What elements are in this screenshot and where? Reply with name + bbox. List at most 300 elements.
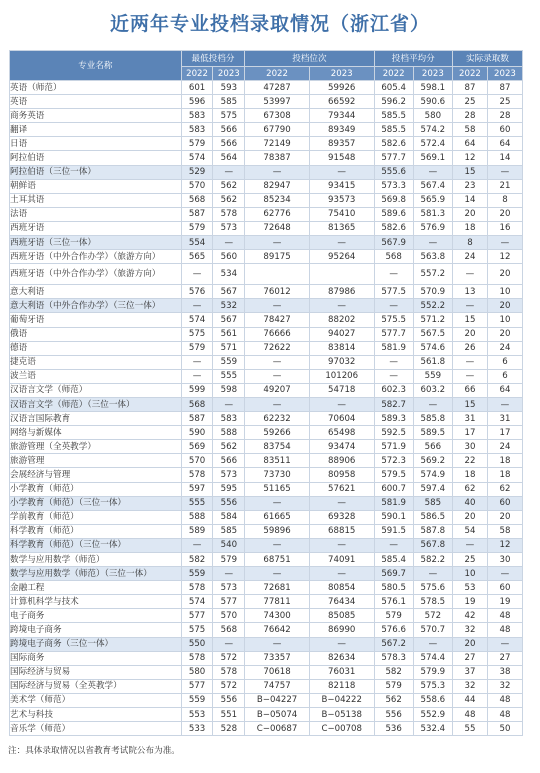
value-cell: 20: [487, 510, 522, 524]
value-cell: 559: [181, 567, 213, 581]
table-row: [10, 708, 523, 722]
header-year: 2023: [487, 67, 522, 81]
value-cell: 31: [452, 412, 487, 426]
value-cell: 570: [181, 179, 213, 193]
value-cell: 573.3: [374, 179, 413, 193]
value-cell: B−05074: [245, 708, 310, 722]
value-cell: 577.7: [374, 327, 413, 341]
table-row: [10, 496, 523, 510]
value-cell: 37: [452, 665, 487, 679]
value-cell: 566: [213, 123, 245, 137]
value-cell: B−05138: [309, 708, 374, 722]
value-cell: 584: [213, 510, 245, 524]
major-name-cell: 旅游管理（全英教学）: [10, 440, 182, 454]
value-cell: —: [452, 369, 487, 383]
value-cell: —: [452, 355, 487, 369]
table-row: [10, 313, 523, 327]
table-row: [10, 123, 523, 137]
value-cell: 596.2: [374, 95, 413, 109]
value-cell: 576.1: [374, 595, 413, 609]
value-cell: —: [213, 236, 245, 250]
value-cell: 589.6: [374, 207, 413, 221]
value-cell: 597: [181, 482, 213, 496]
value-cell: 562: [213, 179, 245, 193]
value-cell: 59266: [245, 426, 310, 440]
value-cell: 20: [487, 327, 522, 341]
table-row: [10, 637, 523, 651]
value-cell: 585.5: [374, 123, 413, 137]
value-cell: 48: [487, 708, 522, 722]
value-cell: 85085: [309, 609, 374, 623]
value-cell: 577.5: [374, 285, 413, 299]
value-cell: 25: [452, 553, 487, 567]
value-cell: —: [309, 236, 374, 250]
value-cell: 559: [213, 355, 245, 369]
value-cell: —: [452, 538, 487, 552]
value-cell: 533: [181, 722, 213, 736]
value-cell: 570: [181, 454, 213, 468]
value-cell: 574: [181, 313, 213, 327]
value-cell: 10: [487, 313, 522, 327]
value-cell: —: [213, 567, 245, 581]
value-cell: 73357: [245, 651, 310, 665]
value-cell: 85234: [245, 193, 310, 207]
value-cell: 78387: [245, 151, 310, 165]
value-cell: 25: [487, 95, 522, 109]
value-cell: 17: [452, 426, 487, 440]
value-cell: 565.9: [413, 193, 452, 207]
value-cell: 72681: [245, 581, 310, 595]
value-cell: 600.7: [374, 482, 413, 496]
major-name-cell: 跨境电子商务（三位一体）: [10, 637, 182, 651]
value-cell: 48: [487, 693, 522, 707]
value-cell: 571.2: [413, 313, 452, 327]
value-cell: 599: [181, 383, 213, 397]
major-name-cell: 汉语言文学（师范）: [10, 383, 182, 397]
value-cell: 60: [487, 581, 522, 595]
value-cell: 570.9: [413, 285, 452, 299]
page-title: 近两年专业投档录取情况（浙江省）: [109, 13, 430, 35]
value-cell: —: [309, 567, 374, 581]
value-cell: 66: [452, 383, 487, 397]
value-cell: 551: [213, 708, 245, 722]
table-row: [10, 383, 523, 397]
value-cell: 573: [213, 221, 245, 235]
value-cell: 555.6: [374, 165, 413, 179]
value-cell: 48: [452, 708, 487, 722]
value-cell: 64: [452, 137, 487, 151]
value-cell: 579: [374, 609, 413, 623]
major-name-cell: 金融工程: [10, 581, 182, 595]
value-cell: 568: [374, 250, 413, 264]
major-name-cell: 日语: [10, 137, 182, 151]
value-cell: 76434: [309, 595, 374, 609]
value-cell: 581.9: [374, 496, 413, 510]
table-row: [10, 165, 523, 179]
value-cell: 562: [213, 193, 245, 207]
table-row: [10, 595, 523, 609]
value-cell: 574.4: [413, 651, 452, 665]
value-cell: 77811: [245, 595, 310, 609]
major-name-cell: 英语: [10, 95, 182, 109]
value-cell: 582.6: [374, 221, 413, 235]
major-name-cell: 翻译: [10, 123, 182, 137]
value-cell: 572: [213, 679, 245, 693]
value-cell: 552.9: [413, 708, 452, 722]
value-cell: 57621: [309, 482, 374, 496]
major-name-cell: 阿拉伯语（三位一体）: [10, 165, 182, 179]
value-cell: 534: [213, 264, 245, 285]
value-cell: 54: [452, 524, 487, 538]
value-cell: 13: [452, 285, 487, 299]
value-cell: B−04227: [245, 693, 310, 707]
value-cell: 585.5: [374, 109, 413, 123]
value-cell: 50: [487, 722, 522, 736]
value-cell: 82634: [309, 651, 374, 665]
value-cell: —: [413, 397, 452, 411]
value-cell: 557.2: [413, 264, 452, 285]
value-cell: 570.7: [413, 623, 452, 637]
value-cell: 574: [181, 151, 213, 165]
value-cell: 94027: [309, 327, 374, 341]
value-cell: 10: [487, 285, 522, 299]
header-major: 专业名称: [10, 51, 182, 81]
value-cell: 67790: [245, 123, 310, 137]
major-name-cell: 国际商务: [10, 651, 182, 665]
value-cell: 14: [452, 193, 487, 207]
value-cell: 59896: [245, 524, 310, 538]
value-cell: 578: [181, 651, 213, 665]
value-cell: 82947: [245, 179, 310, 193]
value-cell: —: [374, 299, 413, 313]
major-name-cell: 学前教育（师范）: [10, 510, 182, 524]
header-year: 2022: [452, 67, 487, 81]
value-cell: 593: [213, 81, 245, 95]
value-cell: 60: [487, 496, 522, 510]
table-row: [10, 567, 523, 581]
value-cell: —: [181, 538, 213, 552]
table-row: [10, 236, 523, 250]
value-cell: 55: [452, 722, 487, 736]
value-cell: 580: [413, 109, 452, 123]
value-cell: 555: [181, 496, 213, 510]
value-cell: 27: [452, 651, 487, 665]
major-name-cell: 国际经济与贸易: [10, 665, 182, 679]
value-cell: 24: [452, 250, 487, 264]
value-cell: —: [309, 165, 374, 179]
value-cell: 579.5: [374, 468, 413, 482]
value-cell: 91548: [309, 151, 374, 165]
value-cell: 567: [213, 313, 245, 327]
value-cell: 80958: [309, 468, 374, 482]
value-cell: 69328: [309, 510, 374, 524]
value-cell: 21: [487, 179, 522, 193]
footnote: 注：具体录取情况以省教育考试院公布为准。: [8, 746, 180, 756]
value-cell: 30: [487, 553, 522, 567]
value-cell: 72622: [245, 341, 310, 355]
value-cell: 585.4: [374, 553, 413, 567]
major-name-cell: 艺术与科技: [10, 708, 182, 722]
table-row: [10, 581, 523, 595]
table-row: [10, 369, 523, 383]
table-row: [10, 440, 523, 454]
value-cell: 38: [487, 665, 522, 679]
value-cell: 588: [181, 510, 213, 524]
value-cell: 597.4: [413, 482, 452, 496]
value-cell: 595: [213, 482, 245, 496]
value-cell: 558.6: [413, 693, 452, 707]
value-cell: 15: [452, 313, 487, 327]
value-cell: 556: [374, 708, 413, 722]
value-cell: 62: [487, 482, 522, 496]
value-cell: —: [452, 299, 487, 313]
value-cell: 12: [487, 538, 522, 552]
value-cell: 6: [487, 369, 522, 383]
value-cell: 583: [213, 412, 245, 426]
value-cell: 569: [181, 440, 213, 454]
value-cell: 572: [413, 609, 452, 623]
value-cell: —: [213, 165, 245, 179]
value-cell: 28: [452, 109, 487, 123]
value-cell: —: [245, 369, 310, 383]
value-cell: 26: [452, 341, 487, 355]
value-cell: 60: [487, 123, 522, 137]
value-cell: 590: [181, 426, 213, 440]
value-cell: —: [181, 299, 213, 313]
table-row: [10, 95, 523, 109]
value-cell: 54718: [309, 383, 374, 397]
table-row: [10, 109, 523, 123]
value-cell: 88202: [309, 313, 374, 327]
value-cell: 572.4: [413, 137, 452, 151]
value-cell: 571.9: [374, 440, 413, 454]
value-cell: 574: [181, 595, 213, 609]
major-name-cell: 网络与新媒体: [10, 426, 182, 440]
table-row: [10, 341, 523, 355]
value-cell: 550: [181, 637, 213, 651]
table-row: [10, 693, 523, 707]
value-cell: 536: [374, 722, 413, 736]
value-cell: 87986: [309, 285, 374, 299]
value-cell: —: [413, 637, 452, 651]
value-cell: 72648: [245, 221, 310, 235]
value-cell: [245, 264, 310, 285]
table-row: [10, 454, 523, 468]
table-row: [10, 285, 523, 299]
value-cell: —: [487, 397, 522, 411]
table-row: [10, 412, 523, 426]
value-cell: 577.7: [374, 151, 413, 165]
value-cell: 8: [487, 193, 522, 207]
value-cell: 568: [181, 193, 213, 207]
value-cell: 583: [181, 109, 213, 123]
value-cell: 82118: [309, 679, 374, 693]
value-cell: 568: [213, 623, 245, 637]
major-name-cell: 商务英语: [10, 109, 182, 123]
value-cell: 95264: [309, 250, 374, 264]
value-cell: 579: [181, 341, 213, 355]
major-name-cell: 小学教育（师范）（三位一体）: [10, 496, 182, 510]
major-name-cell: 俄语: [10, 327, 182, 341]
value-cell: [309, 264, 374, 285]
value-cell: 74300: [245, 609, 310, 623]
value-cell: 567.5: [413, 327, 452, 341]
value-cell: 76031: [309, 665, 374, 679]
value-cell: 62: [452, 482, 487, 496]
value-cell: 578: [181, 581, 213, 595]
major-name-cell: 数学与应用数学（师范）（三位一体）: [10, 567, 182, 581]
header-admit-count: 实际录取数: [452, 51, 522, 67]
major-name-cell: 德语: [10, 341, 182, 355]
value-cell: 555: [213, 369, 245, 383]
value-cell: 576.9: [413, 221, 452, 235]
value-cell: 70618: [245, 665, 310, 679]
major-name-cell: 葡萄牙语: [10, 313, 182, 327]
value-cell: 540: [213, 538, 245, 552]
table-row: [10, 665, 523, 679]
value-cell: 15: [452, 397, 487, 411]
value-cell: 18: [452, 468, 487, 482]
value-cell: 575: [181, 327, 213, 341]
value-cell: 578: [213, 665, 245, 679]
value-cell: 587.8: [413, 524, 452, 538]
value-cell: 40: [452, 496, 487, 510]
value-cell: —: [245, 299, 310, 313]
value-cell: —: [452, 264, 487, 285]
table-row: [10, 722, 523, 736]
value-cell: 49207: [245, 383, 310, 397]
value-cell: 20: [452, 207, 487, 221]
value-cell: 83511: [245, 454, 310, 468]
value-cell: 28: [487, 109, 522, 123]
value-cell: 586.5: [413, 510, 452, 524]
value-cell: 582: [181, 553, 213, 567]
table-row: [10, 397, 523, 411]
major-name-cell: 小学教育（师范）: [10, 482, 182, 496]
value-cell: 567.2: [374, 637, 413, 651]
value-cell: 20: [452, 510, 487, 524]
value-cell: 589.5: [413, 426, 452, 440]
major-name-cell: 西班牙语（三位一体）: [10, 236, 182, 250]
value-cell: —: [245, 355, 310, 369]
value-cell: 598.1: [413, 81, 452, 95]
value-cell: —: [413, 165, 452, 179]
value-cell: 20: [487, 207, 522, 221]
value-cell: 590.1: [374, 510, 413, 524]
value-cell: 574.6: [413, 341, 452, 355]
value-cell: 18: [452, 221, 487, 235]
value-cell: 79344: [309, 109, 374, 123]
value-cell: 559: [181, 693, 213, 707]
table-row: [10, 299, 523, 313]
major-name-cell: 跨境电子商务: [10, 623, 182, 637]
table-row: [10, 651, 523, 665]
value-cell: 564: [213, 151, 245, 165]
value-cell: 61665: [245, 510, 310, 524]
value-cell: 580.5: [374, 581, 413, 595]
value-cell: 14: [487, 151, 522, 165]
value-cell: 73730: [245, 468, 310, 482]
value-cell: 575: [181, 623, 213, 637]
value-cell: —: [374, 264, 413, 285]
value-cell: 24: [487, 341, 522, 355]
value-cell: 585: [213, 524, 245, 538]
header-year: 2023: [213, 67, 245, 81]
value-cell: 89349: [309, 123, 374, 137]
value-cell: 568: [181, 397, 213, 411]
value-cell: 83814: [309, 341, 374, 355]
value-cell: 556: [213, 693, 245, 707]
header-rank: 投档位次: [245, 51, 374, 67]
value-cell: 70604: [309, 412, 374, 426]
value-cell: 575.3: [413, 679, 452, 693]
value-cell: 93415: [309, 179, 374, 193]
value-cell: 10: [452, 567, 487, 581]
header-avg-score: 投档平均分: [374, 51, 452, 67]
value-cell: 582: [374, 665, 413, 679]
value-cell: 554: [181, 236, 213, 250]
value-cell: 571: [213, 341, 245, 355]
value-cell: 87: [452, 81, 487, 95]
value-cell: 575: [213, 109, 245, 123]
value-cell: 574.2: [413, 123, 452, 137]
value-cell: 577: [181, 679, 213, 693]
table-row: [10, 137, 523, 151]
table-row: [10, 553, 523, 567]
value-cell: —: [245, 165, 310, 179]
value-cell: 596: [181, 95, 213, 109]
table-row: [10, 81, 523, 95]
value-cell: 16: [487, 221, 522, 235]
value-cell: 575.6: [413, 581, 452, 595]
value-cell: 12: [452, 151, 487, 165]
value-cell: 605.4: [374, 81, 413, 95]
value-cell: 17: [487, 426, 522, 440]
value-cell: —: [374, 369, 413, 383]
major-name-cell: 计算机科学与技术: [10, 595, 182, 609]
value-cell: 76642: [245, 623, 310, 637]
major-name-cell: 科学教育（师范）: [10, 524, 182, 538]
table-row: [10, 179, 523, 193]
value-cell: 88906: [309, 454, 374, 468]
header-year: 2022: [245, 67, 310, 81]
value-cell: 577: [213, 595, 245, 609]
value-cell: 42: [452, 609, 487, 623]
value-cell: —: [374, 355, 413, 369]
major-name-cell: 数学与应用数学（师范）: [10, 553, 182, 567]
value-cell: —: [245, 567, 310, 581]
major-name-cell: 捷克语: [10, 355, 182, 369]
value-cell: —: [309, 397, 374, 411]
table-row: [10, 468, 523, 482]
value-cell: 552.2: [413, 299, 452, 313]
major-name-cell: 电子商务: [10, 609, 182, 623]
value-cell: 65498: [309, 426, 374, 440]
value-cell: 566: [213, 137, 245, 151]
value-cell: 19: [487, 595, 522, 609]
value-cell: 76012: [245, 285, 310, 299]
value-cell: 75410: [309, 207, 374, 221]
value-cell: 20: [452, 327, 487, 341]
value-cell: —: [245, 637, 310, 651]
value-cell: 598: [213, 383, 245, 397]
value-cell: 32: [452, 679, 487, 693]
value-cell: 573: [213, 468, 245, 482]
value-cell: 8: [452, 236, 487, 250]
value-cell: 569.7: [374, 567, 413, 581]
table-body: [10, 81, 523, 736]
value-cell: 553: [181, 708, 213, 722]
